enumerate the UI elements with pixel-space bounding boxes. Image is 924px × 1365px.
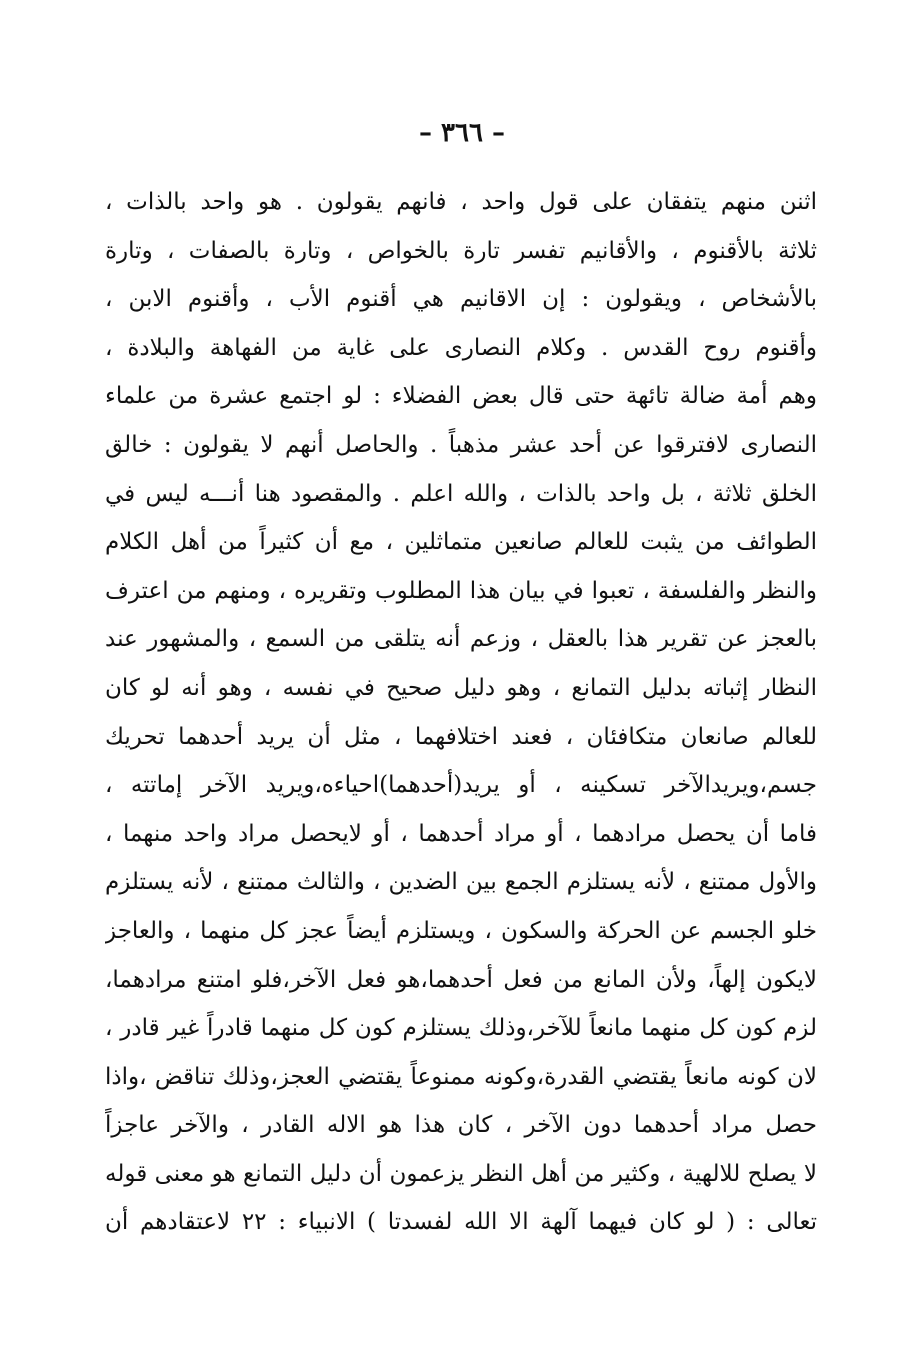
page-number: – ٣٦٦ –	[418, 118, 506, 148]
text-line: لا يصلح للالهية ، وكثير من أهل النظر يزعمون أن دليل التمانع هو معنى قوله	[105, 1160, 817, 1187]
text-line: للعالم صانعان متكافئان ، فعند اختلافهما ، مثل أن يريد أحدهما تحريك	[105, 723, 817, 750]
text-line: لزم كون كل منهما مانعاً للآخر،وذلك يستلزم كون كل منهما قادراً غير قادر ،	[105, 1015, 817, 1042]
text-line: خلو الجسم عن الحركة والسكون ، ويستلزم أيضاً عجز كل منهما ، والعاجز	[105, 917, 817, 944]
text-line: لايكون إلهاً، ولأن المانع من فعل أحدهما،هو فعل الآخر،فلو امتنع مرادهما،	[105, 966, 817, 993]
text-line: والأول ممتنع ، لأنه يستلزم الجمع بين الضدين ، والثالث ممتنع ، لأنه يستلزم	[105, 869, 817, 896]
text-line: بالأشخاص ، ويقولون : إن الاقانيم هي أقنوم الأب ، وأقنوم الابن ،	[105, 286, 817, 313]
text-line: لان كونه مانعاً يقتضي القدرة،وكونه ممنوعاً يقتضي العجز،وذلك تناقض ،واذا	[105, 1063, 817, 1090]
body-text	[105, 178, 817, 1247]
text-line: وهم أمة ضالة تائهة حتى قال بعض الفضلاء : لو اجتمع عشرة من علماء	[105, 383, 817, 410]
text-line: فاما أن يحصل مرادهما ، أو مراد أحدهما ، أو لايحصل مراد واحد منهما ،	[105, 820, 817, 847]
text-line: الخلق ثلاثة ، بل واحد بالذات ، والله اعلم . والمقصود هنا أنـــه ليس في	[105, 480, 817, 507]
text-line: النظار إثباته بدليل التمانع ، وهو دليل صحيح في نفسه ، وهو أنه لو كان	[105, 674, 817, 701]
text-line: جسم،ويريدالآخر تسكينه ، أو يريد(أحدهما)احياءه،ويريد الآخر إماتته ،	[105, 772, 817, 799]
text-line: اثنن منهم يتفقان على قول واحد ، فانهم يقولون . هو واحد بالذات ،	[105, 189, 817, 215]
text-line: الطوائف من يثبت للعالم صانعين متماثلين ، مع أن كثيراً من أهل الكلام	[105, 529, 817, 556]
text-line: النصارى لافترقوا عن أحد عشر مذهباً . والحاصل أنهم لا يقولون : خالق	[105, 431, 817, 458]
text-line: حصل مراد أحدهما دون الآخر ، كان هذا هو الاله القادر ، والآخر عاجزاً	[105, 1112, 817, 1139]
text-line: وأقنوم روح القدس . وكلام النصارى على غاية من الفهاهة والبلادة ،	[105, 334, 817, 361]
text-line: بالعجز عن تقرير هذا بالعقل ، وزعم أنه يتلقى من السمع ، والمشهور عند	[105, 626, 817, 653]
text-line: تعالى : ( لو كان فيهما آلهة الا الله لفسدتا ) الانبياء : ٢٢ لاعتقادهم أن	[105, 1209, 817, 1236]
text-line: ثلاثة بالأقنوم ، والأقانيم تفسر تارة بالخواص ، وتارة بالصفات ، وتارة	[105, 237, 817, 264]
text-line: والنظر والفلسفة ، تعبوا في بيان هذا المطلوب وتقريره ، ومنهم من اعترف	[105, 577, 817, 604]
